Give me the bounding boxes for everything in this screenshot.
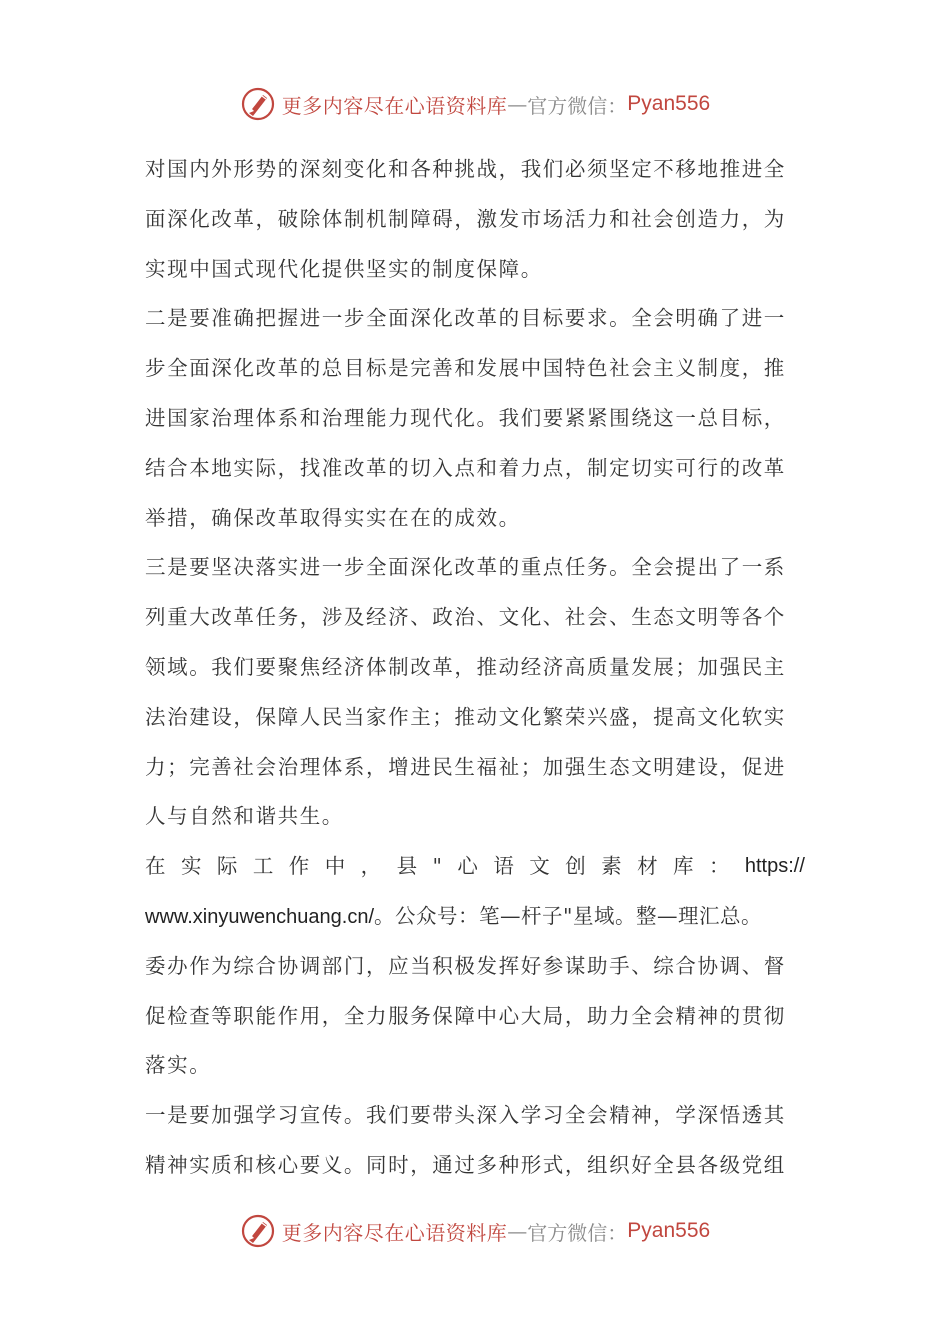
- spaced-char: 素: [601, 854, 622, 879]
- text-line: 落实。: [145, 1053, 212, 1078]
- url-text-line: [145, 892, 805, 942]
- spaced-char: 工: [252, 854, 274, 879]
- spaced-char: 作: [288, 854, 310, 879]
- footer-slogan: 更多内容尽在心语资料库: [281, 1220, 508, 1245]
- text-line: 人与自然和谐共生。: [145, 804, 344, 829]
- spaced-char: ，: [360, 854, 382, 879]
- header-banner: [0, 82, 950, 126]
- spaced-text-line: [145, 842, 805, 892]
- text-line: 精神实质和核心要义。同时，通过多种形式，组织好全县各级党组: [145, 1152, 786, 1177]
- text-line: 进国家治理体系和治理能力现代化。我们要紧紧围绕这一总目标，: [145, 405, 786, 430]
- spaced-char: 文: [529, 854, 550, 879]
- text-line: 力；完善社会治理体系，增进民生福祉；加强生态文明建设，促进: [145, 754, 786, 779]
- footer-dash: —: [507, 1219, 528, 1243]
- text-line: 列重大改革任务，涉及经济、政治、文化、社会、生态文明等各个: [145, 605, 786, 630]
- document-body: [145, 145, 805, 1191]
- pen-logo-icon: [240, 1213, 276, 1249]
- header-wechat-id: Pyan556: [627, 92, 711, 115]
- header-dash: —: [507, 92, 528, 116]
- footer-wechat-label: 官方微信：: [527, 1220, 628, 1245]
- pen-logo-icon: [240, 86, 276, 122]
- text-line: 三是要坚决落实进一步全面深化改革的重点任务。全会提出了一系: [145, 555, 786, 580]
- spaced-char: 材: [637, 854, 658, 879]
- spaced-char: ": [432, 854, 442, 879]
- text-line: 促检查等职能作用，全力服务保障中心大局，助力全会精神的贯彻: [145, 1003, 786, 1028]
- text-line: 对国内外形势的深刻变化和各种挑战，我们必须坚定不移地推进全: [145, 157, 786, 181]
- text-line: 二是要准确把握进一步全面深化改革的目标要求。全会明确了进一: [145, 306, 786, 331]
- header-slogan: 更多内容尽在心语资料库: [281, 93, 508, 118]
- footer-wechat-id: Pyan556: [627, 1219, 711, 1242]
- text-line: 步全面深化改革的总目标是完善和发展中国特色社会主义制度，推: [145, 356, 786, 381]
- spaced-char: 语: [493, 854, 514, 879]
- spaced-char: 心: [457, 854, 478, 879]
- url-start: https://: [744, 855, 805, 878]
- spaced-char: 际: [216, 854, 238, 879]
- text-line: 领域。我们要聚焦经济体制改革，推动经济高质量发展；加强民主: [145, 654, 786, 679]
- website-url: www.xinyuwenchuang.cn/: [145, 905, 375, 928]
- spaced-char: 实: [180, 854, 202, 879]
- text-line: 法治建设，保障人民当家作主；推动文化繁荣兴盛，提高文化软实: [145, 704, 786, 729]
- text-line: 结合本地实际，找准改革的切入点和着力点，制定切实可行的改革: [145, 455, 786, 480]
- text-line: 举措，确保改革取得实实在在的成效。: [145, 505, 521, 530]
- text-line: 面深化改革，破除体制机制障碍，激发市场活力和社会创造力，为: [145, 206, 786, 231]
- spaced-char: ：: [708, 854, 730, 879]
- spaced-char: 县: [396, 854, 418, 879]
- spaced-char: 库: [673, 854, 694, 879]
- text-line: 实现中国式现代化提供坚实的制度保障。: [145, 256, 543, 281]
- header-wechat-label: 官方微信：: [527, 93, 628, 118]
- footer-banner: [0, 1209, 950, 1253]
- text-line: 委办作为综合协调部门，应当积极发挥好参谋助手、综合协调、督: [145, 953, 786, 978]
- spaced-char: 中: [324, 854, 346, 879]
- text-line: 一是要加强学习宣传。我们要带头深入学习全会精神，学深悟透其: [145, 1103, 786, 1128]
- url-line-rest: 。公众号：笔—杆子"星域。整—理汇总。: [374, 903, 762, 928]
- spaced-char: 在: [145, 854, 166, 879]
- spaced-char: 创: [565, 854, 586, 879]
